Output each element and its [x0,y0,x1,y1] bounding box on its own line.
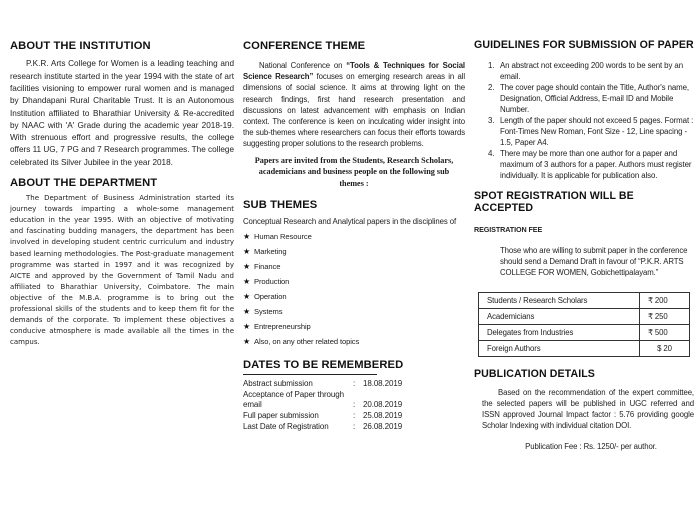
list-item [243,323,465,338]
colon: : [353,421,356,431]
list-item: There may be more than one author for a paper and maximum of 3 authors for a paper. Authors must register individually. It is applicable for publication also. [500,149,692,181]
dates-heading: DATES TO BE REMEMBERED [243,358,404,371]
star-icon: ★ [243,321,251,331]
guidelines-heading: GUIDELINES FOR SUBMISSION OF PAPER [474,39,694,51]
table-row [243,379,402,390]
star-icon: ★ [243,231,251,241]
list-item [243,278,465,293]
list-item: Length of the paper should not exceed 5 pages. Format : Font-Times New Roman, Font Size - 12, Line spacing - 1.5, Paper A4. [500,115,694,148]
list-item [243,308,465,323]
conference-paragraph [243,60,465,149]
star-icon: ★ [243,261,251,271]
publication-fee: Publication Fee : Rs. 1250/- per author. [525,442,657,452]
sub-theme-label: Also, on any other related topics [254,336,360,346]
sub-themes-list [243,233,465,353]
list-item [243,248,465,263]
fee-amount: ₹ 250 [640,309,690,325]
fee-amount: ₹ 200 [640,293,690,309]
conference-theme-name: “Tools & Techniques for Social Science Research” [243,61,465,82]
middle-column [243,0,465,521]
star-icon: ★ [243,336,251,346]
table-row [479,293,690,309]
sub-theme-label: Operation [254,291,287,301]
table-row [479,309,690,325]
list-item [243,293,465,308]
date-label: Abstract submission [243,378,313,388]
list-item [243,338,465,353]
fee-category: Foreign Authors [479,341,640,357]
star-icon: ★ [243,306,251,316]
conference-intro: National Conference on [259,61,347,71]
sub-theme-label: Systems [254,306,283,316]
left-column [10,0,234,521]
colon: : [353,378,356,388]
dates-divider [243,374,377,375]
date-value: 25.08.2019 [363,410,403,420]
date-label: Acceptance of Paper through email [243,389,344,409]
fee-amount: ₹ 500 [640,325,690,341]
date-label: Full paper submission [243,410,319,420]
conference-body: focuses on emerging research areas in all dimensions of social science. It aims at throwing light on the research findings, first hand research presentation and discussions on latest advancement with emphasis on Indian context. The conference is keen on inculcating wider insight into the sub-themes where researchers can focus their efforts towards suggesting proper solutions to the research problems. [243,72,465,148]
table-row [479,325,690,341]
table-row [243,411,402,422]
fee-table [478,292,690,357]
publication-paragraph: Based on the recommendation of the expert committee, the selected papers will be published in UGC referred and ISSN approved Journal Impact factor : 5.76 providing google Scholar Indexing with individual citation DOI. [482,387,694,431]
department-heading: ABOUT THE DEPARTMENT [10,176,158,189]
fee-category: Students / Research Scholars [479,293,640,309]
fee-category: Delegates from Industries [479,325,640,341]
sub-themes-heading: SUB THEMES [243,199,318,212]
publication-heading: PUBLICATION DETAILS [474,368,595,381]
list-item [243,263,465,278]
list-item: An abstract not exceeding 200 words to be sent by an email. [500,60,683,81]
sub-theme-label: Entrepreneurship [254,321,311,331]
sub-theme-label: Marketing [254,246,287,256]
colon: : [353,410,356,420]
sub-themes-intro: Conceptual Research and Analytical papers in the disciplines of [243,216,457,226]
spot-registration-heading: SPOT REGISTRATION WILL BE ACCEPTED [474,190,634,214]
table-row [243,390,402,411]
institution-heading: ABOUT THE INSTITUTION [10,40,151,52]
table-row [479,341,690,357]
star-icon: ★ [243,291,251,301]
fee-amount: $ 20 [640,341,690,357]
table-row [243,422,402,433]
right-column [474,0,694,521]
list-item [243,233,465,248]
star-icon: ★ [243,276,251,286]
sub-theme-label: Finance [254,261,281,271]
department-paragraph: The Department of Business Administration started its journey towards imparting a whole-some management education in the year 1995. With an objective of motivating and fascinating budding managers, the department has been involved in developing student centric curriculum and industry based learning methodologies. The Post-graduate management programme was started in 1997 and it was recognized by AICTE and approved by the Government of Tamil Nadu and affiliated to Bharathiar University, Coimbatore. The main objective of the M.B.A. programme is to bring out the professional skills of the students and to keep them fit for the demands of the corporate. To implement these objectives a conducive atmosphere is made available all the times in the campus. [10,194,234,346]
date-value: 18.08.2019 [363,378,403,388]
star-icon: ★ [243,246,251,256]
list-item: The cover page should contain the Title, Author's name, Designation, Official Address, E-mail ID and Mobile Number. [500,82,690,114]
guidelines-list [474,60,694,182]
dates-table [243,379,402,433]
call-for-papers: Papers are invited from the Students, Research Scholars, academicians and business people on the following sub themes : [254,155,454,188]
date-value: 26.08.2019 [363,421,403,431]
sub-theme-label: Human Resource [254,231,312,241]
date-label: Last Date of Registration [243,421,329,431]
fee-category: Academicians [479,309,640,325]
demand-draft-paragraph: Those who are willing to submit paper in the conference should send a Demand Draft in favour of “P.K.R. ARTS COLLEGE FOR WOMEN, Gobichettipalayam.” [500,245,688,277]
date-value: 20.08.2019 [363,399,403,409]
institution-paragraph: P.K.R. Arts College for Women is a leading teaching and research institute started in the year 1994 with the state of art facilities visioning to empower rural women and is managed by Dhandapani Rural Charitable Trust. It is an Autonomous Institution affiliated to Bharathiar University & Re-accredited by NAAC with 'A' Grade during the academic year 2018-19. With strenuous effort and progressive results, the college offers 11 UG, 7 PG and 7 Research programmes. The college celebrated its Silver Jubilee in the year 2018. [10,59,234,167]
conference-theme-heading: CONFERENCE THEME [243,40,366,52]
colon: : [353,399,356,409]
registration-fee-label: REGISTRATION FEE [474,224,543,234]
sub-theme-label: Production [254,276,290,286]
